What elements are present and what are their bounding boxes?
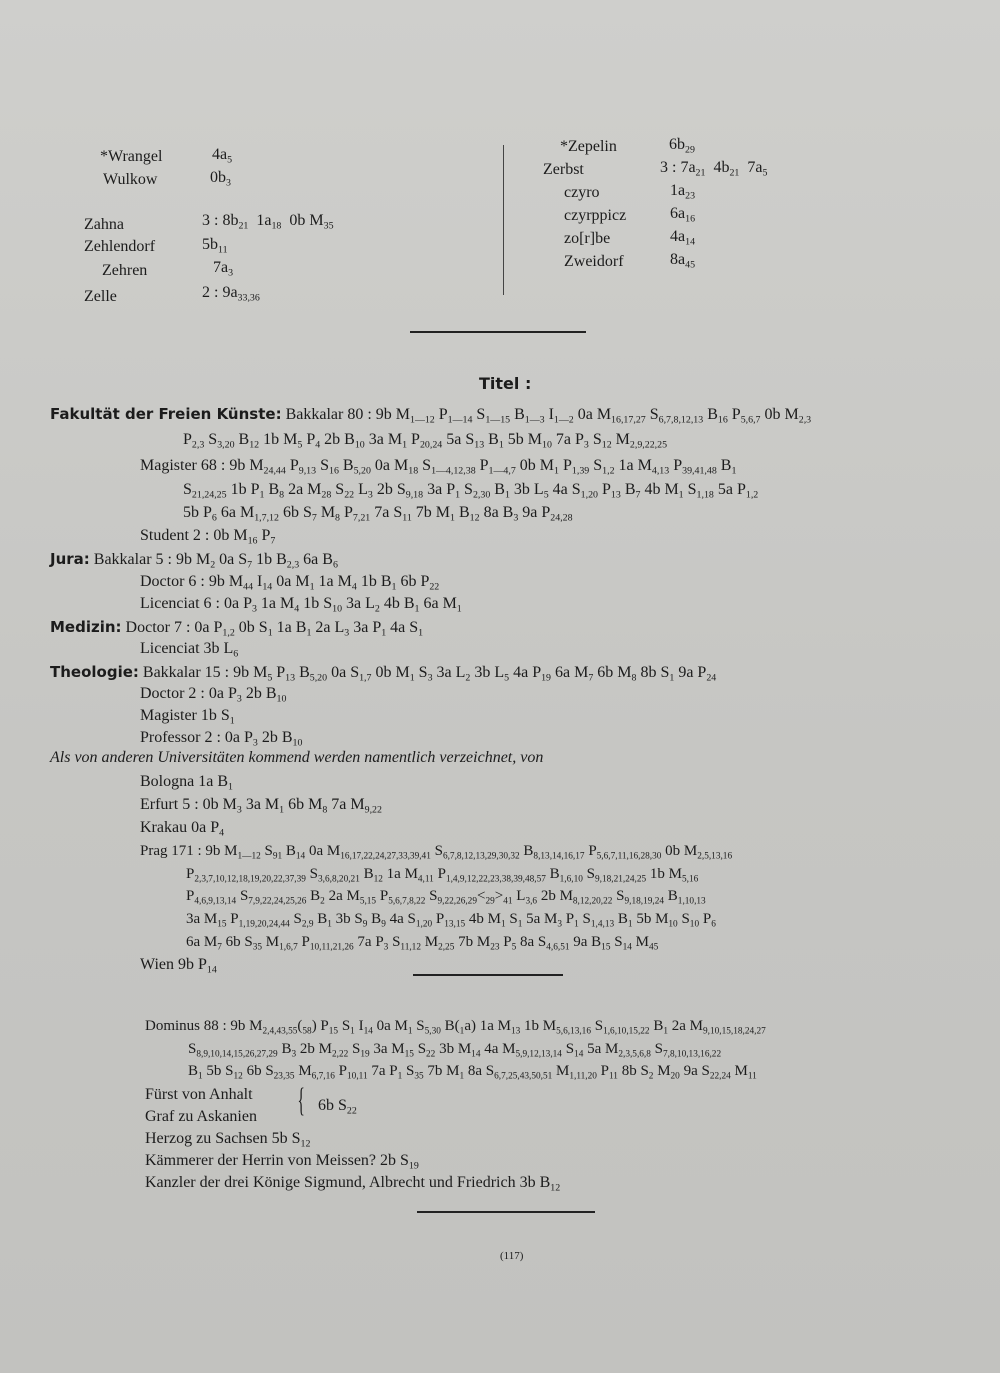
entry-line: Doctor 6 : 9b $M_{44}$ $I_{14}$ 0a $M_1$ 1a $M_4$ 1b $B_1$ 6b $P_{22}$	[140, 573, 440, 593]
entry-line: Prag 171 : 9b $M_{1—12}$ $S_{91}$ $B_{14}$ 0a $M_{16,17,22,24,27,33,39,41}$ $S_{6,7,8,12,13,29,30,32}$ $B_{8,13,14,16,17}$ $P_{5,6,7,11,16,28,30}$ 0b $M_{2,5,13,16}$	[140, 843, 733, 862]
entry-text: Bakkalar 80 : 9b $M_{1—12}$ $P_{1—14}$ $S_{1—15}$ $B_{1—3}$ $I_{1—2}$ 0a $M_{16,17,27}$ $S_{6,7,8,12,13}$ $B_{16}$ $P_{5,6,7}$ 0b $M_{2,3}$	[281, 406, 812, 426]
place-code: $8a_{45}$	[670, 251, 696, 271]
section-heading: Titel :	[479, 374, 532, 393]
entry-line: Bologna 1a $B_1$	[140, 773, 233, 793]
entry-line: 5b $P_6$ 6a $M_{1,7,12}$ 6b $S_7$ $M_8$ $P_{7,21}$ 7a $S_{11}$ 7b $M_1$ $B_{12}$ 8a $B_3$ 9a $P_{24,28}$	[183, 504, 573, 524]
entry-line: Professor 2 : 0a $P_3$ 2b $B_{10}$	[140, 729, 303, 749]
entry-line: Wien 9b $P_{14}$	[140, 956, 217, 976]
entry-line: Krakau 0a $P_4$	[140, 819, 225, 839]
place-name: czyro	[564, 184, 600, 201]
entry-line: Licenciat 3b $L_6$	[140, 640, 239, 660]
faculty-law-line	[50, 549, 338, 570]
faculty-medicine-line	[50, 617, 423, 638]
page-number: (117)	[500, 1250, 524, 1262]
section-divider	[417, 1211, 595, 1213]
place-name: *Wrangel	[100, 148, 163, 165]
faculty-label: Medizin:	[50, 618, 122, 636]
entry-line: Dominus 88 : 9b $M_{2,4,43,55}(_{58})$ $P_{15}$ $S_1$ $I_{14}$ 0a $M_1$ $S_{5,30}$ $B(_1a)$ 1a $M_{13}$ 1b $M_{5,6,13,16}$ $S_{1,6,10,15,22}$ $B_1$ 2a $M_{9,10,15,18,24,27}$	[145, 1018, 766, 1037]
entry-line: Doctor 2 : 0a $P_3$ 2b $B_{10}$	[140, 685, 287, 705]
entry-text: Bakkalar 5 : 9b $M_2$ 0a $S_7$ 1b $B_{2,3}$ 6a $B_6$	[89, 551, 338, 571]
place-code: $0b_3$	[210, 169, 231, 189]
place-code: $6a_{16}$	[670, 205, 696, 225]
faculty-label: Theologie:	[50, 663, 139, 681]
entry-line: $P_{2,3}$ $S_{3,20}$ $B_{12}$ 1b $M_5$ $P_4$ 2b $B_{10}$ 3a $M_1$ $P_{20,24}$ 5a $S_{13}$ $B_1$ 5b $M_{10}$ 7a $P_3$ $S_{12}$ $M_{2,9,22,25}$	[183, 431, 668, 451]
place-name: zo[r]be	[564, 230, 611, 247]
place-code: 3 : $8b_{21}$ $1a_{18}$ 0b $M_{35}$	[202, 212, 334, 232]
entry-line: Kanzler der drei Könige Sigmund, Albrecht und Friedrich 3b $B_{12}$	[145, 1174, 561, 1194]
entry-line: Graf zu Askanien	[145, 1108, 257, 1125]
place-name: czyrppicz	[564, 207, 627, 224]
place-code: $6b_{29}$	[669, 136, 695, 156]
entry-line: $S_{21,24,25}$ 1b $P_1$ $B_8$ 2a $M_{28}$ $S_{22}$ $L_3$ 2b $S_{9,18}$ 3a $P_1$ $S_{2,30}$ $B_1$ 3b $L_5$ 4a $S_{1,20}$ $P_{13}$ $B_7$ 4b $M_1$ $S_{1,18}$ 5a $P_{1,2}$	[183, 481, 759, 501]
entry-line: Kämmerer der Herrin von Meissen? 2b $S_{19}$	[145, 1152, 419, 1172]
entry-line: $B_1$ 5b $S_{12}$ 6b $S_{23,35}$ $M_{6,7,16}$ $P_{10,11}$ 7a $P_1$ $S_{35}$ 7b $M_1$ 8a $S_{6,7,25,43,50,51}$ $M_{1,11,20}$ $P_{11}$ 8b $S_2$ $M_{20}$ 9a $S_{22,24}$ $M_{11}$	[188, 1063, 757, 1082]
faculty-theology-line	[50, 662, 716, 683]
place-code: $1a_{23}$	[670, 182, 696, 202]
entry-line: Licenciat 6 : 0a $P_3$ 1a $M_4$ 1b $S_{10}$ 3a $L_2$ 4b $B_1$ 6a $M_1$	[140, 595, 462, 615]
place-name: Zelle	[84, 288, 117, 305]
entry-line: $S_{8,9,10,14,15,26,27,29}$ $B_3$ 2b $M_{2,22}$ $S_{19}$ 3a $M_{15}$ $S_{22}$ 3b $M_{14}$ 4a $M_{5,9,12,13,14}$ $S_{14}$ 5a $M_{2,3,5,6,8}$ $S_{7,8,10,13,16,22}$	[188, 1041, 722, 1060]
faculty-arts-line	[50, 404, 811, 425]
entry-line: $P_{4,6,9,13,14}$ $S_{7,9,22,24,25,26}$ $B_2$ 2a $M_{5,15}$ $P_{5,6,7,8,22}$ $S_{9,22,26,29}<_{29}>_{41}$ $L_{3,6}$ 2b $M_{8,12,20,22}$ $S_{9,18,19,24}$ $B_{1,10,13}$	[186, 888, 706, 907]
place-code: 3 : $7a_{21}$ $4b_{21}$ $7a_5$	[660, 159, 768, 179]
note-line: Als von anderen Universitäten kommend werden namentlich verzeichnet, von	[50, 749, 544, 766]
entry-line: Fürst von Anhalt	[145, 1086, 253, 1103]
place-name: Zehlendorf	[84, 238, 156, 255]
faculty-label: Jura:	[50, 550, 90, 568]
place-name: Zweidorf	[564, 253, 624, 270]
entry-line: Herzog zu Sachsen 5b $S_{12}$	[145, 1130, 311, 1150]
brace-glyph: {	[297, 1082, 305, 1119]
place-code: $4a_5$	[212, 146, 233, 166]
entry-line: Magister 68 : 9b $M_{24,44}$ $P_{9,13}$ $S_{16}$ $B_{5,20}$ 0a $M_{18}$ $S_{1—4,12,38}$ $P_{1—4,7}$ 0b $M_1$ $P_{1,39}$ $S_{1,2}$ 1a $M_{4,13}$ $P_{39,41,48}$ $B_1$	[140, 457, 737, 477]
place-name: Zehren	[102, 262, 148, 279]
section-divider	[413, 974, 563, 976]
place-code: 2 : $9a_{33,36}$	[202, 284, 260, 304]
section-divider	[410, 331, 586, 333]
entry-line: Student 2 : 0b $M_{16}$ $P_7$	[140, 527, 276, 547]
faculty-label: Fakultät der Freien Künste:	[50, 405, 282, 423]
place-name: *Zepelin	[560, 138, 617, 155]
entry-line: 3a $M_{15}$ $P_{1,19,20,24,44}$ $S_{2,9}$ $B_1$ 3b $S_9$ $B_9$ 4a $S_{1,20}$ $P_{13,15}$ 4b $M_1$ $S_1$ 5a $M_3$ $P_1$ $S_{1,4,13}$ $B_1$ 5b $M_{10}$ $S_{10}$ $P_6$	[186, 911, 716, 930]
entry-line: Magister 1b $S_1$	[140, 707, 235, 727]
entry-line: 6a $M_7$ 6b $S_{35}$ $M_{1,6,7}$ $P_{10,11,21,26}$ 7a $P_3$ $S_{11,12}$ $M_{2,25}$ 7b $M_{23}$ $P_5$ 8a $S_{4,6,51}$ 9a $B_{15}$ $S_{14}$ $M_{45}$	[186, 934, 659, 953]
place-name: Wulkow	[103, 171, 158, 188]
entry-line: $P_{2,3,7,10,12,18,19,20,22,37,39}$ $S_{3,6,8,20,21}$ $B_{12}$ 1a $M_{4,11}$ $P_{1,4,9,12,22,23,38,39,48,57}$ $B_{1,6,10}$ $S_{9,18,21,24,25}$ 1b $M_{5,16}$	[186, 866, 699, 885]
place-name: Zerbst	[543, 161, 584, 178]
place-code: $5b_{11}$	[202, 236, 228, 256]
place-code: $7a_3$	[213, 259, 234, 279]
entry-text: Doctor 7 : 0a $P_{1,2}$ 0b $S_1$ 1a $B_1$ 2a $L_3$ 3a $P_1$ 4a $S_1$	[121, 619, 424, 639]
entry-line: Erfurt 5 : 0b $M_3$ 3a $M_1$ 6b $M_8$ 7a $M_{9,22}$	[140, 796, 382, 816]
entry-text: Bakkalar 15 : 9b $M_5$ $P_{13}$ $B_{5,20}$ 0a $S_{1,7}$ 0b $M_1$ $S_3$ 3a $L_2$ 3b $L_5$ 4a $P_{19}$ 6a $M_7$ 6b $M_8$ 8b $S_1$ 9a $P_{24}$	[138, 664, 717, 684]
place-name: Zahna	[84, 216, 124, 233]
entry-code: 6b $S_{22}$	[318, 1097, 357, 1117]
place-code: $4a_{14}$	[670, 228, 696, 248]
column-divider	[503, 145, 504, 295]
